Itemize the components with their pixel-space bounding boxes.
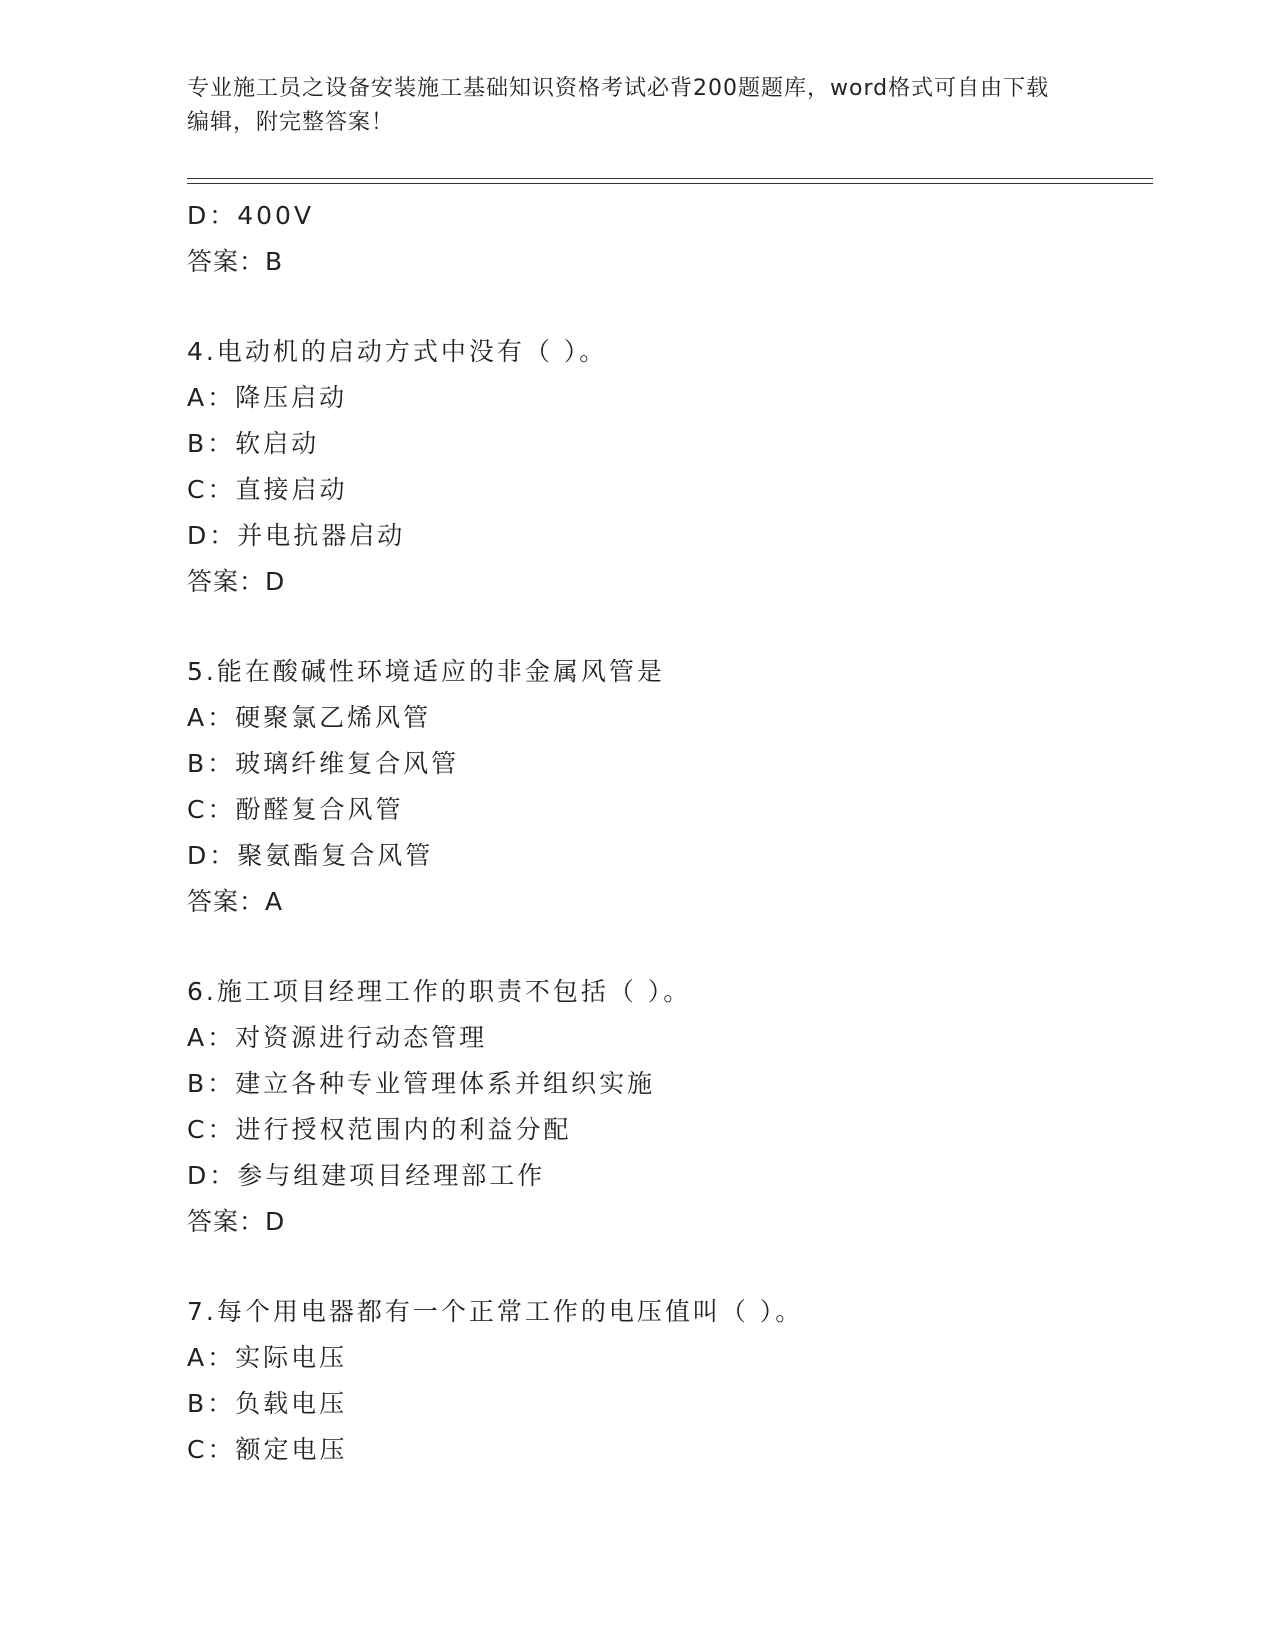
question-stem: 6.施工项目经理工作的职责不包括（ ）。 xyxy=(187,977,692,1006)
option-b: B：玻璃纤维复合风管 xyxy=(187,749,460,778)
option-d: D：聚氨酯复合风管 xyxy=(187,841,434,870)
continuation-block xyxy=(187,193,1153,285)
question-list xyxy=(187,193,1153,1473)
answer-line: 答案：B xyxy=(187,247,284,276)
question-stem: 5.能在酸碱性环境适应的非金属风管是 xyxy=(187,657,665,686)
option-c: C：酚醛复合风管 xyxy=(187,795,404,824)
question-5 xyxy=(187,649,1153,925)
header-divider-top xyxy=(187,178,1153,179)
option-b: B：建立各种专业管理体系并组织实施 xyxy=(187,1069,656,1098)
option-a: A：对资源进行动态管理 xyxy=(187,1023,488,1052)
option-a: A：实际电压 xyxy=(187,1343,348,1372)
option-a: A：降压启动 xyxy=(187,383,348,412)
option-c: C：直接启动 xyxy=(187,475,348,504)
option-d: D：400V xyxy=(187,201,315,230)
question-7 xyxy=(187,1289,1153,1473)
question-stem: 4.电动机的启动方式中没有（ ）。 xyxy=(187,337,608,366)
option-d: D：并电抗器启动 xyxy=(187,521,406,550)
answer-line: 答案：D xyxy=(187,1207,286,1236)
answer-line: 答案：D xyxy=(187,567,286,596)
option-a: A：硬聚氯乙烯风管 xyxy=(187,703,432,732)
page-header-title: 专业施工员之设备安装施工基础知识资格考试必背200题题库，word格式可自由下载编辑，附完整答案！ xyxy=(187,76,1050,135)
option-b: B：软启动 xyxy=(187,429,320,458)
question-6 xyxy=(187,969,1153,1245)
option-b: B：负载电压 xyxy=(187,1389,348,1418)
option-c: C：额定电压 xyxy=(187,1435,348,1464)
question-4 xyxy=(187,329,1153,605)
answer-line: 答案：A xyxy=(187,887,284,916)
option-c: C：进行授权范围内的利益分配 xyxy=(187,1115,572,1144)
option-d: D：参与组建项目经理部工作 xyxy=(187,1161,546,1190)
question-stem: 7.每个用电器都有一个正常工作的电压值叫（ ）。 xyxy=(187,1297,804,1326)
header-divider-bottom xyxy=(187,183,1153,184)
